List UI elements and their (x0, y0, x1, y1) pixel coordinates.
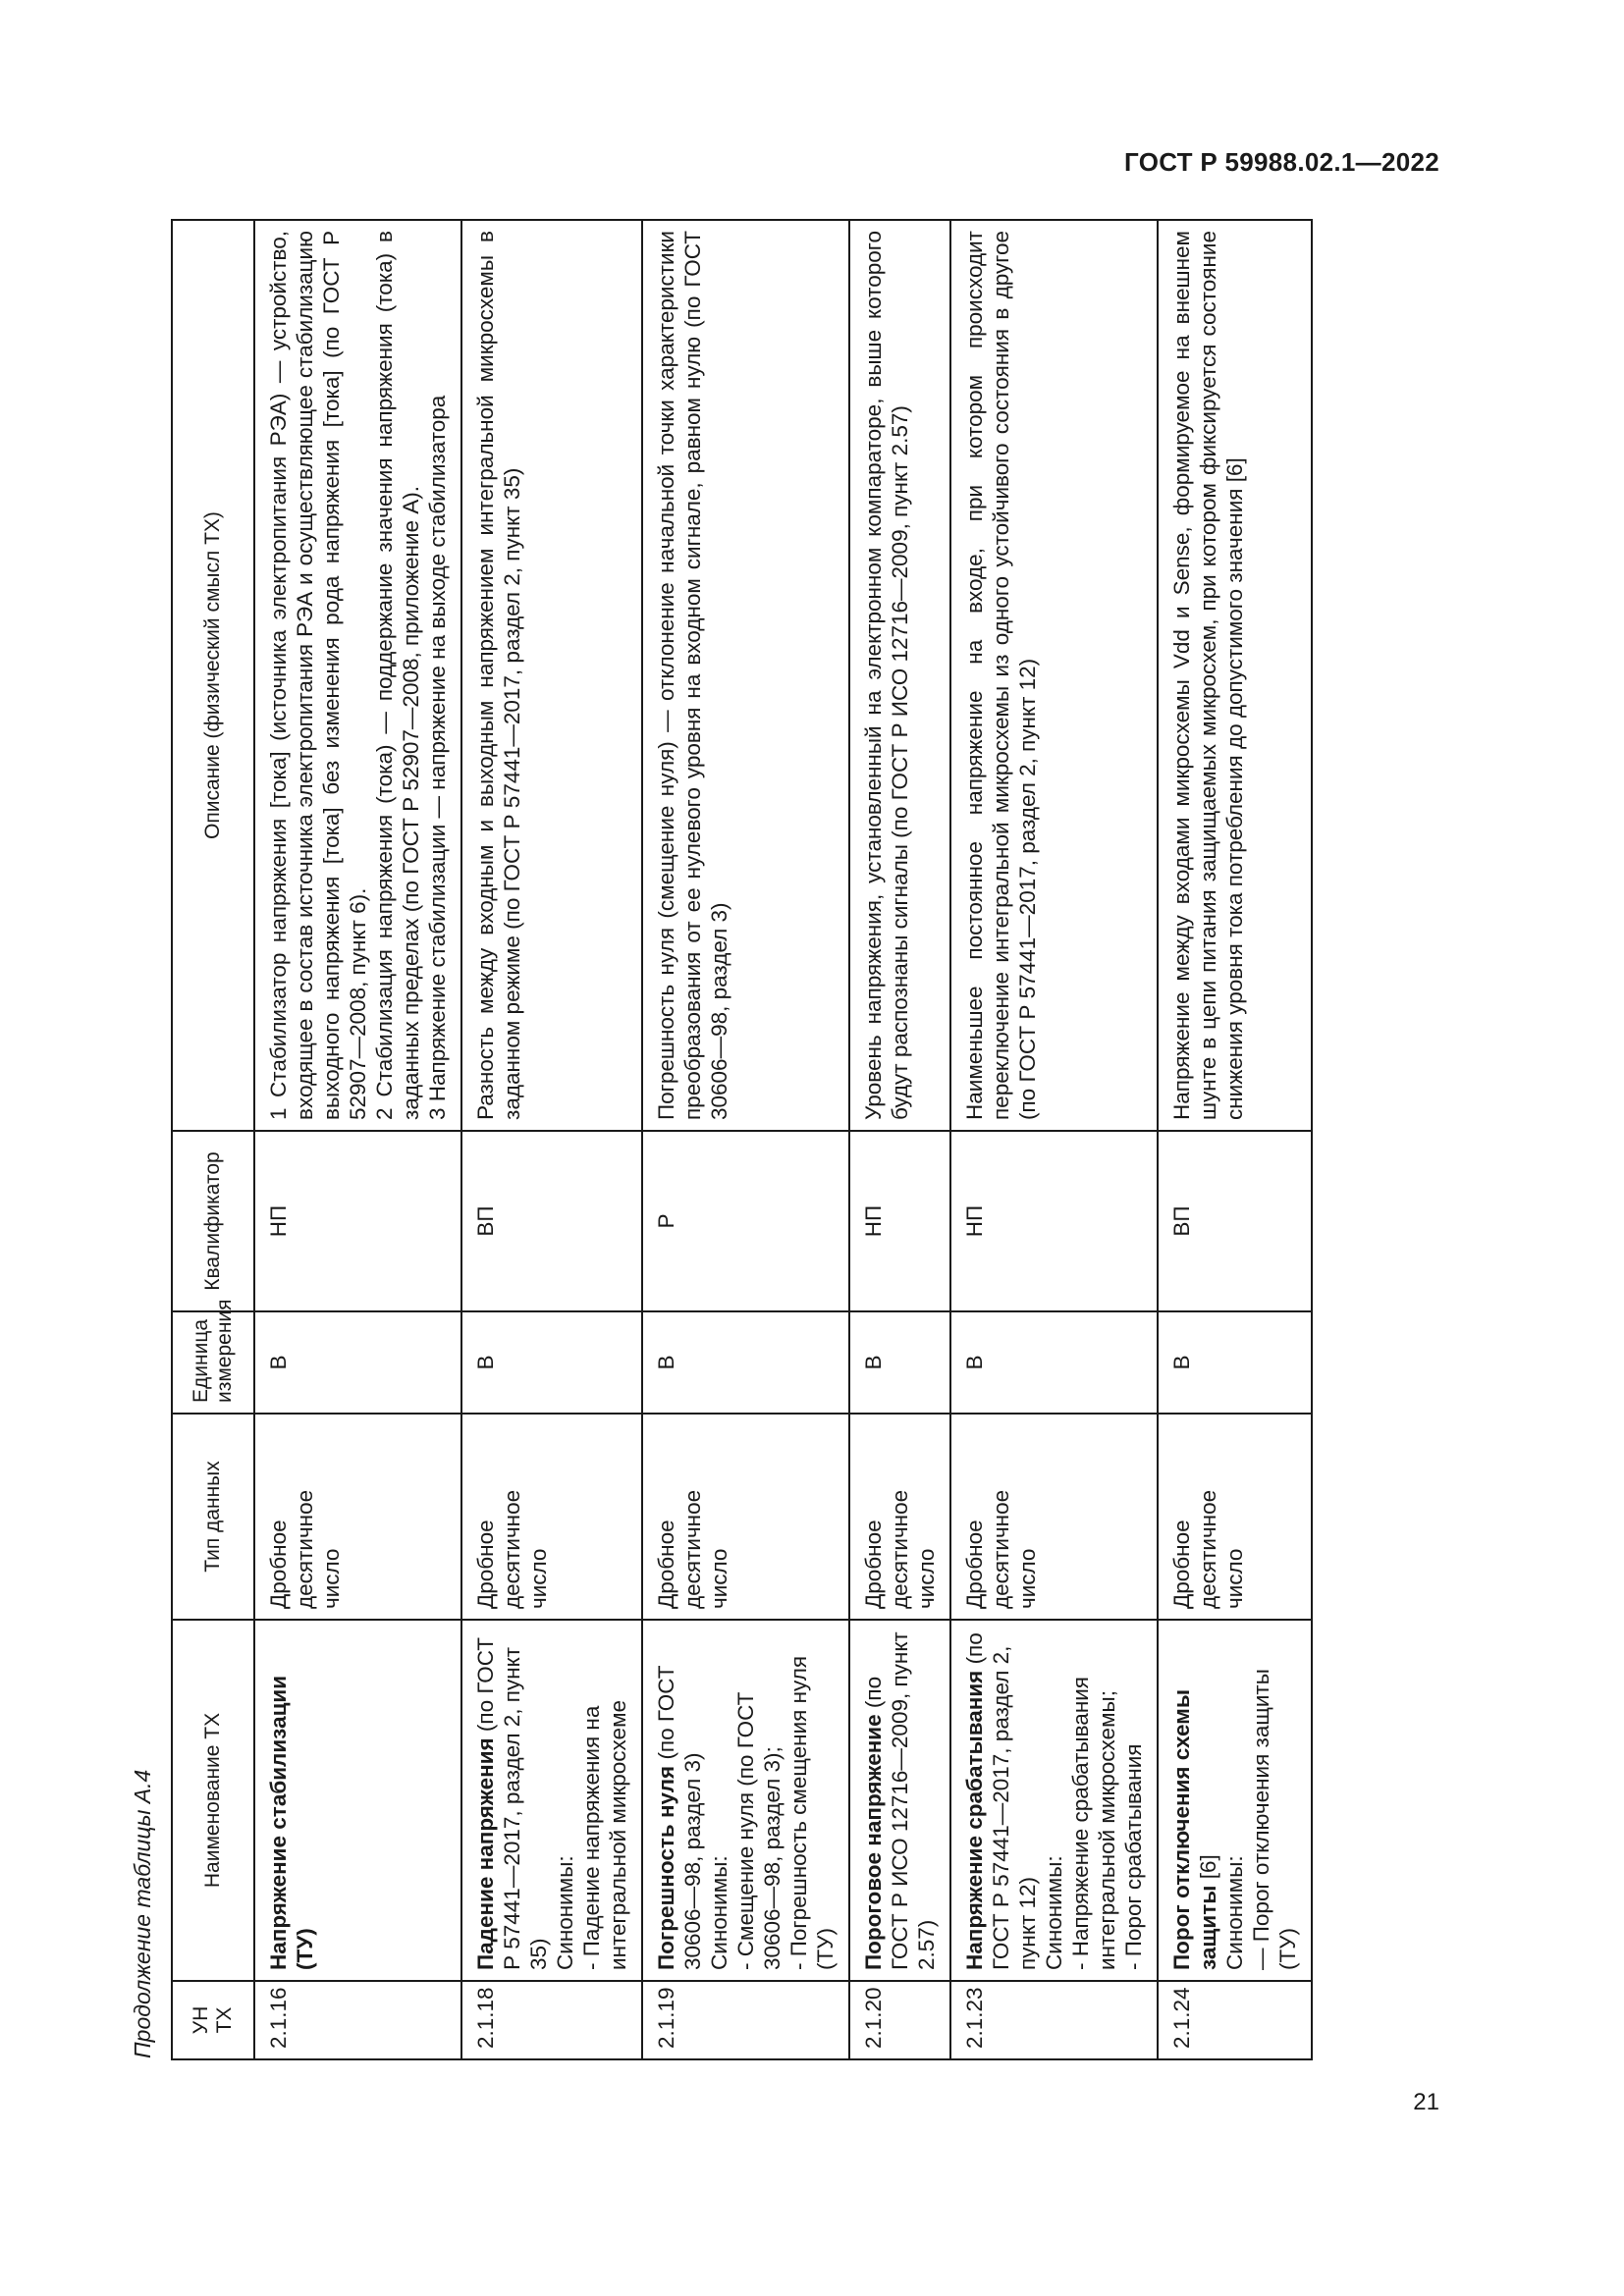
synonyms-label: Синонимы: (553, 1855, 577, 1970)
cell-qualifier: ВП (461, 1131, 642, 1311)
table-row (849, 220, 950, 2059)
cell-unit: В (950, 1311, 1158, 1414)
column-header-data-type: Тип данных (172, 1414, 254, 1620)
table-row (1158, 220, 1312, 2059)
cell-data-type: Дробное десятичное число (950, 1414, 1158, 1620)
cell-name (1158, 1620, 1312, 1981)
cell-description (254, 220, 461, 1131)
table-row (461, 220, 642, 2059)
cell-unit: В (461, 1311, 642, 1414)
cell-qualifier: НП (849, 1131, 950, 1311)
synonym-item: — Порог отключения защиты (ТУ) (1249, 1669, 1300, 1970)
cell-qualifier: НП (254, 1131, 461, 1311)
cell-name (950, 1620, 1158, 1981)
cell-name (642, 1620, 849, 1981)
cell-unit: В (254, 1311, 461, 1414)
cell-id: 2.1.16 (254, 1981, 461, 2059)
cell-description: Погрешность нуля (смещение нуля) — отклонение начальной точки характеристики преобразования от ее нулевого уровня на входном сигнале, равном нулю (по ГОСТ 30606—98, раздел 3) (642, 220, 849, 1131)
description-line: 1 Стабилизатор напряжения [тока] (источника электропитания РЭА) — устройство, входящее в состав источника электропитания РЭА и осуществляющее стабилизацию выходного напряжения [тока] без изменения рода напряжения [тока] (по ГОСТ Р 52907—2008, пункт 6). (266, 231, 370, 1120)
cell-description: Наименьшее постоянное напряжение на входе, при котором происходит переключение интегральной микросхемы из одного устойчивого состояния в другое (по ГОСТ Р 57441—2017, раздел 2, пункт 12) (950, 220, 1158, 1131)
name-bold: Пороговое напряжение (861, 1714, 886, 1970)
cell-id: 2.1.18 (461, 1981, 642, 2059)
name-reference: (по ГОСТ 30606—98, раздел 3) (654, 1665, 705, 1970)
name-bold: Напряжение срабатывания (962, 1670, 987, 1970)
name-bold: Порог отключения схемы защиты (1169, 1688, 1220, 1970)
page-number: 21 (1413, 2089, 1439, 2115)
cell-qualifier: Р (642, 1131, 849, 1311)
synonyms-label: Синонимы: (1222, 1855, 1247, 1970)
synonym-item: - Погрешность смещения нуля (ТУ) (786, 1655, 838, 1970)
cell-data-type: Дробное десятичное число (1158, 1414, 1312, 1620)
synonyms-label: Синонимы: (707, 1855, 731, 1970)
synonym-item: - Смещение нуля (по ГОСТ 30606—98, раздел 3); (733, 1691, 785, 1970)
cell-qualifier: НП (950, 1131, 1158, 1311)
column-header-description: Описание (физический смысл ТХ) (172, 220, 254, 1131)
cell-description: Уровень напряжения, установленный на электронном компараторе, выше которого будут распознаны сигналы (по ГОСТ Р ИСО 12716—2009, пункт 2.57) (849, 220, 950, 1131)
table-row (642, 220, 849, 2059)
cell-id: 2.1.24 (1158, 1981, 1312, 2059)
name-reference: (по ГОСТ Р 57441—2017, раздел 2, пункт 12) (962, 1632, 1040, 1970)
rotated-table-block (114, 219, 1435, 2060)
description-line: 3 Напряжение стабилизации — напряжение на выходе стабилизатора (425, 395, 450, 1120)
name-bold: Напряжение стабилизации (ТУ) (266, 1675, 317, 1970)
cell-data-type: Дробное десятичное число (849, 1414, 950, 1620)
cell-name (461, 1620, 642, 1981)
synonym-item: - Падение напряжения на интегральной микросхеме (579, 1699, 630, 1970)
column-header-qualifier: Квалификатор (172, 1131, 254, 1311)
cell-id: 2.1.20 (849, 1981, 950, 2059)
column-header-name: Наименование ТХ (172, 1620, 254, 1981)
name-bold: Падение напряжения (473, 1737, 498, 1970)
cell-unit: В (1158, 1311, 1312, 1414)
name-reference: [6] (1196, 1854, 1220, 1886)
description-line: 2 Стабилизация напряжения (тока) — поддержание значения напряжения (тока) в заданных пределах (по ГОСТ Р 52907—2008, приложение А). (372, 231, 423, 1120)
cell-name (849, 1620, 950, 1981)
cell-name (254, 1620, 461, 1981)
characteristics-table (171, 219, 1313, 2060)
synonym-item: - Порог срабатывания (1121, 1743, 1146, 1970)
cell-id: 2.1.19 (642, 1981, 849, 2059)
cell-unit: В (642, 1311, 849, 1414)
column-header-unit: Единица измерения (172, 1311, 254, 1414)
cell-data-type: Дробное десятичное число (461, 1414, 642, 1620)
cell-description: Напряжение между входами микросхемы Vdd и Sense, формируемое на внешнем шунте в цепи питания защищаемых микросхем, при котором фиксируется состояние снижения уровня тока потребления до допустимого значения [6] (1158, 220, 1312, 1131)
cell-unit: В (849, 1311, 950, 1414)
synonyms-label: Синонимы: (1042, 1855, 1066, 1970)
cell-qualifier: ВП (1158, 1131, 1312, 1311)
table-caption: Продолжение таблицы А.4 (130, 1769, 155, 2058)
cell-data-type: Дробное десятичное число (254, 1414, 461, 1620)
cell-id: 2.1.23 (950, 1981, 1158, 2059)
cell-description: Разность между входным и выходным напряжением интегральной микросхемы в заданном режиме (по ГОСТ Р 57441—2017, раздел 2, пункт 35) (461, 220, 642, 1131)
cell-data-type: Дробное десятичное число (642, 1414, 849, 1620)
table-row (254, 220, 461, 2059)
name-bold: Погрешность нуля (654, 1765, 678, 1970)
column-header-id: УН ТХ (172, 1981, 254, 2059)
name-reference: (по ГОСТ Р ИСО 12716—2009, пункт 2.57) (861, 1631, 939, 1970)
name-reference: (по ГОСТ Р 57441—2017, раздел 2, пункт 35) (473, 1636, 551, 1970)
synonym-item: - Напряжение срабатывания интегральной микросхемы; (1068, 1677, 1119, 1970)
table-row (950, 220, 1158, 2059)
table-header-row (172, 220, 254, 2059)
document-header-code: ГОСТ Р 59988.02.1—2022 (1124, 147, 1439, 177)
